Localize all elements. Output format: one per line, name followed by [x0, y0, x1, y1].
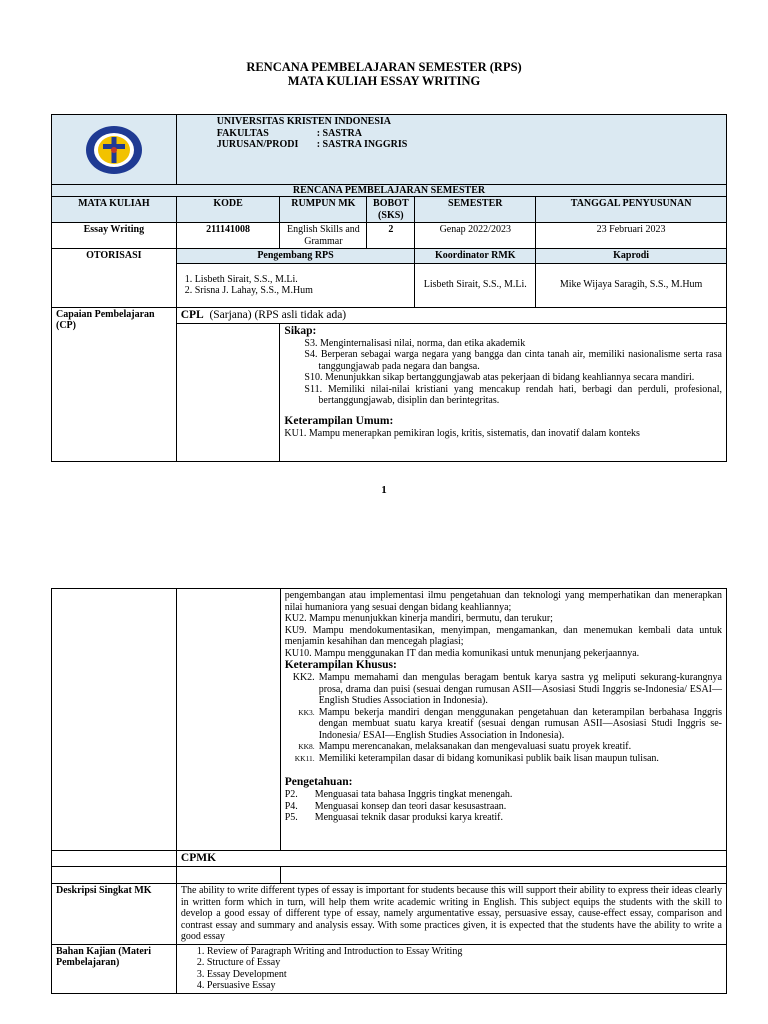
- col-semester: SEMESTER: [415, 197, 536, 223]
- p-code: P2.: [284, 789, 298, 800]
- col-bobot: [367, 197, 415, 223]
- kk-text: Memiliki keterampilan dasar di bidang komunikasi publik baik lisan maupun tulisan.: [318, 752, 659, 764]
- bahan-label-2: Pembelajaran): [56, 957, 120, 968]
- page-number: 1: [381, 484, 387, 496]
- sikap-heading: Sikap:: [284, 324, 317, 337]
- col-mata-kuliah: MATA KULIAH: [52, 197, 177, 223]
- rps-table-page1: [51, 114, 727, 462]
- university-logo-icon: [84, 124, 144, 176]
- ku-item-2: KU2. Mampu menunjukkan kinerja mandiri, bermutu, dan terukur;: [284, 613, 553, 624]
- cpl-note: (Sarjana) (RPS asli tidak ada): [209, 308, 347, 321]
- course-rumpun: [280, 223, 367, 249]
- bahan-item: 1. Review of Paragraph Writing and Introduction to Essay Writing: [196, 945, 463, 957]
- kaprodi-label: Kaprodi: [536, 249, 727, 264]
- ku1-start: KU1. Mampu menerapkan pemikiran logis, kritis, sistematis, dan inovatif dalam konteks: [284, 427, 640, 439]
- page2-cp-cell: [280, 589, 726, 851]
- bahan-item: 4. Persuasive Essay: [196, 980, 276, 991]
- course-code: 211141008: [176, 223, 280, 249]
- sikap-item-s4: S4. Berperan sebagai warga negara yang bangga dan cinta tanah air, memiliki nasionalisme serta rasa tanggungjawab pada negara dan bangsa.: [304, 349, 722, 372]
- rumpun-line-1: English Skills and: [286, 224, 360, 235]
- col-tanggal: TANGGAL PENYUSUNAN: [536, 197, 727, 223]
- p-text: Menguasai konsep dan teori dasar kesusastraan.: [314, 800, 507, 812]
- course-date: 23 Februari 2023: [536, 223, 727, 249]
- cpl-label: CPL: [180, 308, 204, 321]
- pengembang-label: Pengembang RPS: [176, 249, 415, 264]
- p-item: [285, 789, 722, 801]
- cpmk-blank-1: [52, 867, 177, 884]
- sikap-item-s10: S10. Menunjukkan sikap bertanggungjawab atas pekerjaan di bidang keahliannya secara mandiri.: [304, 372, 695, 383]
- department-row: [217, 139, 722, 151]
- logo-cell: [52, 115, 177, 185]
- course-name: Essay Writing: [52, 223, 177, 249]
- page2-left-blank: [52, 589, 177, 851]
- sikap-item-s3: S3. Menginternalisasi nilai, norma, dan etika akademik: [304, 337, 526, 349]
- ku-item-10: KU10. Mampu menggunakan IT dan media komunikasi untuk menunjang pekerjaannya.: [284, 647, 640, 659]
- sikap-item-s11: S11. Memiliki nilai-nilai kristiani yang mencakup rendah hati, berbagi dan perduli, profesional, bertanggungjawab, disiplin dan berintegritas.: [304, 383, 722, 406]
- kk-item: [285, 753, 722, 765]
- sikap-cell: [280, 323, 727, 461]
- kk-code: KK11.: [294, 753, 315, 763]
- koordinator-label: Koordinator RMK: [415, 249, 536, 264]
- p-text: Menguasai tata bahasa Inggris tingkat menengah.: [314, 789, 513, 800]
- faculty-value: : SASTRA: [316, 127, 362, 139]
- kk-item: [285, 707, 722, 742]
- cpl-row: [176, 307, 726, 323]
- university-header: [176, 115, 726, 185]
- page2-mid-blank: [176, 589, 280, 851]
- course-semester: Genap 2022/2023: [415, 223, 536, 249]
- kk-code: KK2.: [292, 672, 315, 683]
- course-bobot: 2: [367, 223, 415, 249]
- koordinator-name: Lisbeth Sirait, S.S., M.Li.: [415, 263, 536, 307]
- rps-banner: RENCANA PEMBELAJARAN SEMESTER: [52, 185, 727, 197]
- pengembang-2: 2. Srisna J. Lahay, S.S., M.Hum: [184, 285, 313, 296]
- kk-heading: Keterampilan Khusus:: [284, 659, 397, 671]
- ku1-continued: pengembangan atau implementasi ilmu pengetahuan dan teknologi yang memperhatikan dan menerapkan nilai humaniora yang sesuai dengan bidang keahliannya;: [284, 590, 722, 613]
- cp-label-1: Capaian Pembelajaran: [56, 308, 155, 320]
- kk-text: Mampu merencanakan, melaksanakan dan mengevaluasi suatu proyek kreatif.: [318, 741, 632, 752]
- kk-item: [285, 672, 722, 707]
- cp-label: [52, 307, 177, 461]
- bahan-label-1: Bahan Kajian (Materi: [56, 945, 151, 957]
- cpmk-label: CPMK: [176, 851, 726, 867]
- p-code: P5.: [284, 812, 298, 823]
- kk-code: KK8.: [298, 742, 315, 751]
- deskripsi-label: Deskripsi Singkat MK: [52, 884, 177, 945]
- course-title: MATA KULIAH ESSAY WRITING: [287, 74, 481, 88]
- rumpun-line-2: Grammar: [304, 235, 343, 247]
- p-item: [285, 801, 722, 813]
- kk-text: Mampu bekerja mandiri dengan menggunakan pengetahuan dan keterampilan berbahasa Inggris dengan membuat suatu karya kreatif (sesuai dengan rumusan ASII—Asosiasi Studi Inggris se-Indonesia/ ESAI—English Studies Association in Indonesia).: [318, 706, 722, 741]
- bahan-item: 2. Structure of Essay: [196, 957, 281, 968]
- university-name: UNIVERSITAS KRISTEN INDONESIA: [216, 116, 392, 127]
- cp-spacer: [176, 323, 280, 461]
- pengembang-list: [176, 263, 415, 307]
- bobot-line-2: (SKS): [378, 209, 404, 221]
- faculty-label: FAKULTAS: [216, 127, 269, 139]
- p-code: P4.: [284, 800, 298, 812]
- faculty-row: [217, 128, 722, 140]
- col-kode: KODE: [176, 197, 280, 223]
- deskripsi-text: The ability to write different types of essay is important for students because this will support their ability to express their ideas clearly in written form which in turn, will help them write academic writing in English. This subject equips the students with the skill to develop a good essay of different type of essay, namely argumentative essay, persuasive essay, cause-effect essay, comparison and contrast essay and summary and analysis essay. With some practices given, it is expected that the students have the ability to write a good essay: [176, 884, 726, 945]
- document-title: RENCANA PEMBELAJARAN SEMESTER (RPS): [246, 60, 522, 74]
- p-item: [285, 812, 722, 824]
- ku-heading: Keterampilan Umum:: [284, 414, 394, 427]
- pengembang-1: 1. Lisbeth Sirait, S.S., M.Li.: [184, 273, 298, 285]
- bahan-list: [176, 944, 726, 993]
- kaprodi-name: Mike Wijaya Saragih, S.S., M.Hum: [536, 263, 727, 307]
- p-text: Menguasai teknik dasar produksi karya kreatif.: [314, 812, 503, 823]
- kk-code: KK3.: [298, 707, 315, 717]
- bahan-label: [52, 944, 177, 993]
- cpmk-left-blank: [52, 851, 177, 867]
- otorisasi-label: OTORISASI: [52, 249, 177, 308]
- department-label: JURUSAN/PRODI: [216, 139, 299, 150]
- bobot-line-1: BOBOT: [373, 198, 409, 209]
- kk-item: [285, 741, 722, 753]
- cpmk-blank-3: [280, 867, 726, 884]
- pengetahuan-heading: Pengetahuan:: [284, 776, 353, 788]
- col-rumpun: RUMPUN MK: [280, 197, 367, 223]
- rps-table-page2: [51, 588, 727, 994]
- cp-label-2: (CP): [56, 320, 76, 331]
- department-value: : SASTRA INGGRIS: [316, 139, 408, 150]
- bahan-item: 3. Essay Development: [196, 968, 287, 980]
- cpmk-blank-2: [176, 867, 280, 884]
- ku-item-9: KU9. Mampu mendokumentasikan, menyimpan, mengamankan, dan menemukan kembali data untuk menjamin kesahihan dan mencegah plagiasi;: [284, 624, 722, 647]
- kk-text: Mampu memahami dan mengulas beragam bentuk karya sastra yg meliputi sekurang-kurangnya prosa, drama dan puisi (sesuai dengan rumusan ASII—Asosiasi Studi Inggris se-Indonesia/ ESAI—English Studies Association in Indonesia).: [318, 672, 722, 706]
